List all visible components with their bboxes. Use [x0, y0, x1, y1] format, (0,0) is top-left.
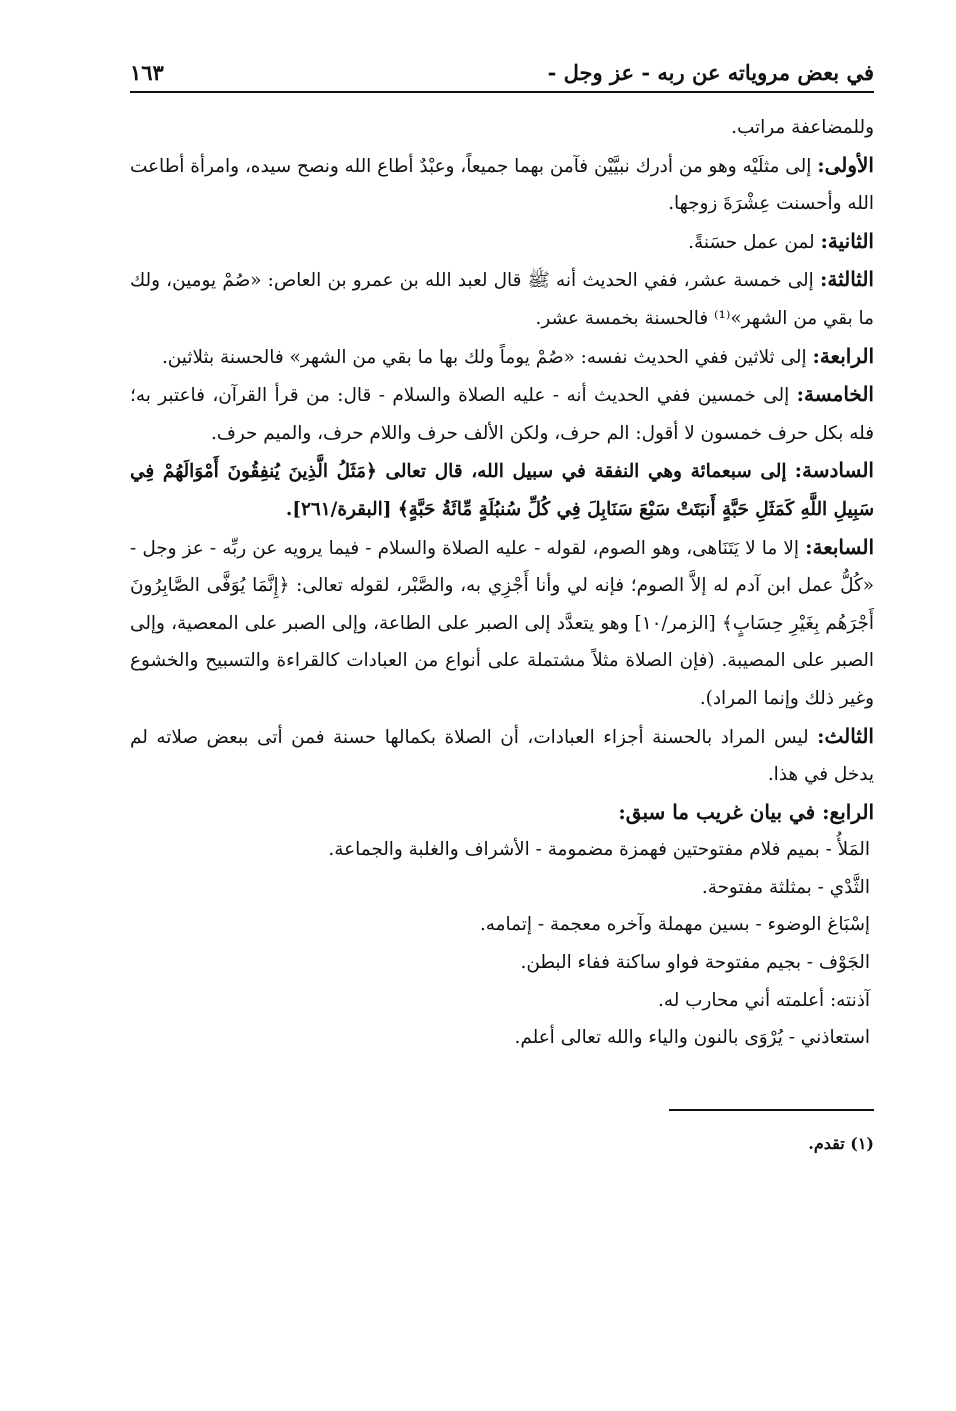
paragraph-sixth — [130, 452, 874, 528]
page-body — [130, 109, 874, 1162]
paragraph-label: الخامسة: — [796, 382, 874, 407]
glossary-item: الثَّدْي - بمثلثة مفتوحة. — [701, 876, 870, 898]
paragraph-first — [130, 147, 874, 223]
paragraph-label: السابعة: — [805, 534, 874, 559]
glossary-item: إسْبَاغ الوضوء - بسين مهملة وآخره معجمة - إتمامه. — [479, 914, 870, 936]
paragraph-label: الثالث: — [817, 723, 874, 748]
paragraph-intro — [130, 109, 874, 147]
glossary-list — [130, 831, 874, 1057]
paragraph-text: إلا ما لا يَتَنَاهى، وهو الصوم، لقوله - عليه الصلاة والسلام - فيما يرويه عن ربِّه - عز وجل - «كُلُّ عمل ابن آدم له إلاَّ الصوم؛ فإنه لي وأنا أَجْزِي به، والصَّبْر، لقوله تعالى: ﴿إِنَّمَا يُوَفَّى الصَّابِرُونَ أَجْرَهُم بِغَيْرِ حِسَابٍ﴾ [الزمر/١٠] وهو يتعدَّد إلى الصبر على الطاعة، وإلى الصبر على المعصية، وإلى الصبر على المصيبة. (فإن الصلاة مثلاً مشتملة على أنواع من العبادات كالقراءة والتسبيح والخشوع وغير ذلك وإنما المراد). — [130, 537, 874, 709]
paragraph-label: السادسة: — [794, 458, 874, 483]
page-number: ١٦٣ — [130, 60, 164, 85]
paragraph-second — [130, 223, 874, 262]
paragraph-label: الأولى: — [817, 152, 874, 177]
paragraph-text: إلى سبعمائة وهي النفقة في سبيل الله، قال تعالى ﴿مَثَلُ الَّذِينَ يُنفِقُونَ أَمْوَالَهُمْ فِي سَبِيلِ اللَّهِ كَمَثَلِ حَبَّةٍ أَنبَتَتْ سَبْعَ سَنَابِلَ فِي كُلِّ سُنبُلَةٍ مِّائَةُ حَبَّةٍ﴾ [البقرة/٢٦١]. — [130, 461, 874, 520]
section-title: الرابع: في بيان غريب ما سبق: — [618, 799, 874, 824]
paragraph-text: إلى ثلاثين ففي الحديث نفسه: «صُمْ يوماً ولك بها ما بقي من الشهر» فالحسنة بثلاثين. — [161, 346, 807, 368]
paragraph-text: إلى خمسين ففي الحديث أنه - عليه الصلاة والسلام - قال: من قرأ القرآن، فاعتبر به؛ فله بكل حرف خمسون لا أقول: الم حرف، ولكن الألف حرف واللام حرف، والميم حرف. — [130, 385, 874, 444]
paragraph-text: وللمضاعفة مراتب. — [731, 117, 874, 138]
paragraph-fifth — [130, 376, 874, 452]
paragraph-third-point — [130, 718, 874, 794]
glossary-item: استعاذني - يُرْوَى بالنون والياء والله تعالى أعلم. — [514, 1027, 870, 1049]
footnote-separator — [669, 1109, 874, 1111]
paragraph-third — [130, 261, 874, 337]
footnote: (١) تقدم. — [808, 1133, 874, 1153]
paragraph-fourth — [130, 338, 874, 377]
paragraph-seventh — [130, 529, 874, 718]
paragraph-label: الرابعة: — [812, 343, 874, 368]
paragraph-text: ليس المراد بالحسنة أجزاء العبادات، أن الصلاة بكمالها حسنة فمن أتى ببعض صلاته لم يدخل في هذا. — [130, 726, 874, 786]
paragraph-text: إلى مثلَيْه وهو من أدرك نبيَّيْن فآمن بهما جميعاً، وعبْدٌ أطاع الله ونصح سيده، وامرأة أطاعت الله وأحسنت عِشْرَةَ زوجها. — [130, 155, 874, 215]
paragraph-label: الثانية: — [820, 228, 874, 253]
glossary-item: المَلأُ - بميم فلام مفتوحتين فهمزة مضمومة - الأشراف والغلبة والجماعة. — [328, 839, 870, 861]
glossary-item: آذنته: أعلمته أني محارب له. — [657, 989, 870, 1011]
header-title: في بعض مروياته عن ربه - عز وجل - — [547, 60, 874, 85]
paragraph-text: إلى خمسة عشر، ففي الحديث أنه ﷺ قال لعبد الله بن عمرو بن العاص: «صُمْ يومين، ولك ما بقي من الشهر»⁽¹⁾ فالحسنة بخمسة عشر. — [130, 270, 874, 329]
running-head — [130, 60, 874, 93]
glossary-item: الجَوْف - بجيم مفتوحة فواو ساكنة ففاء البطن. — [520, 952, 870, 974]
paragraph-label: الثالثة: — [819, 267, 874, 292]
paragraph-text: لمن عمل حسَنةً. — [688, 231, 815, 253]
